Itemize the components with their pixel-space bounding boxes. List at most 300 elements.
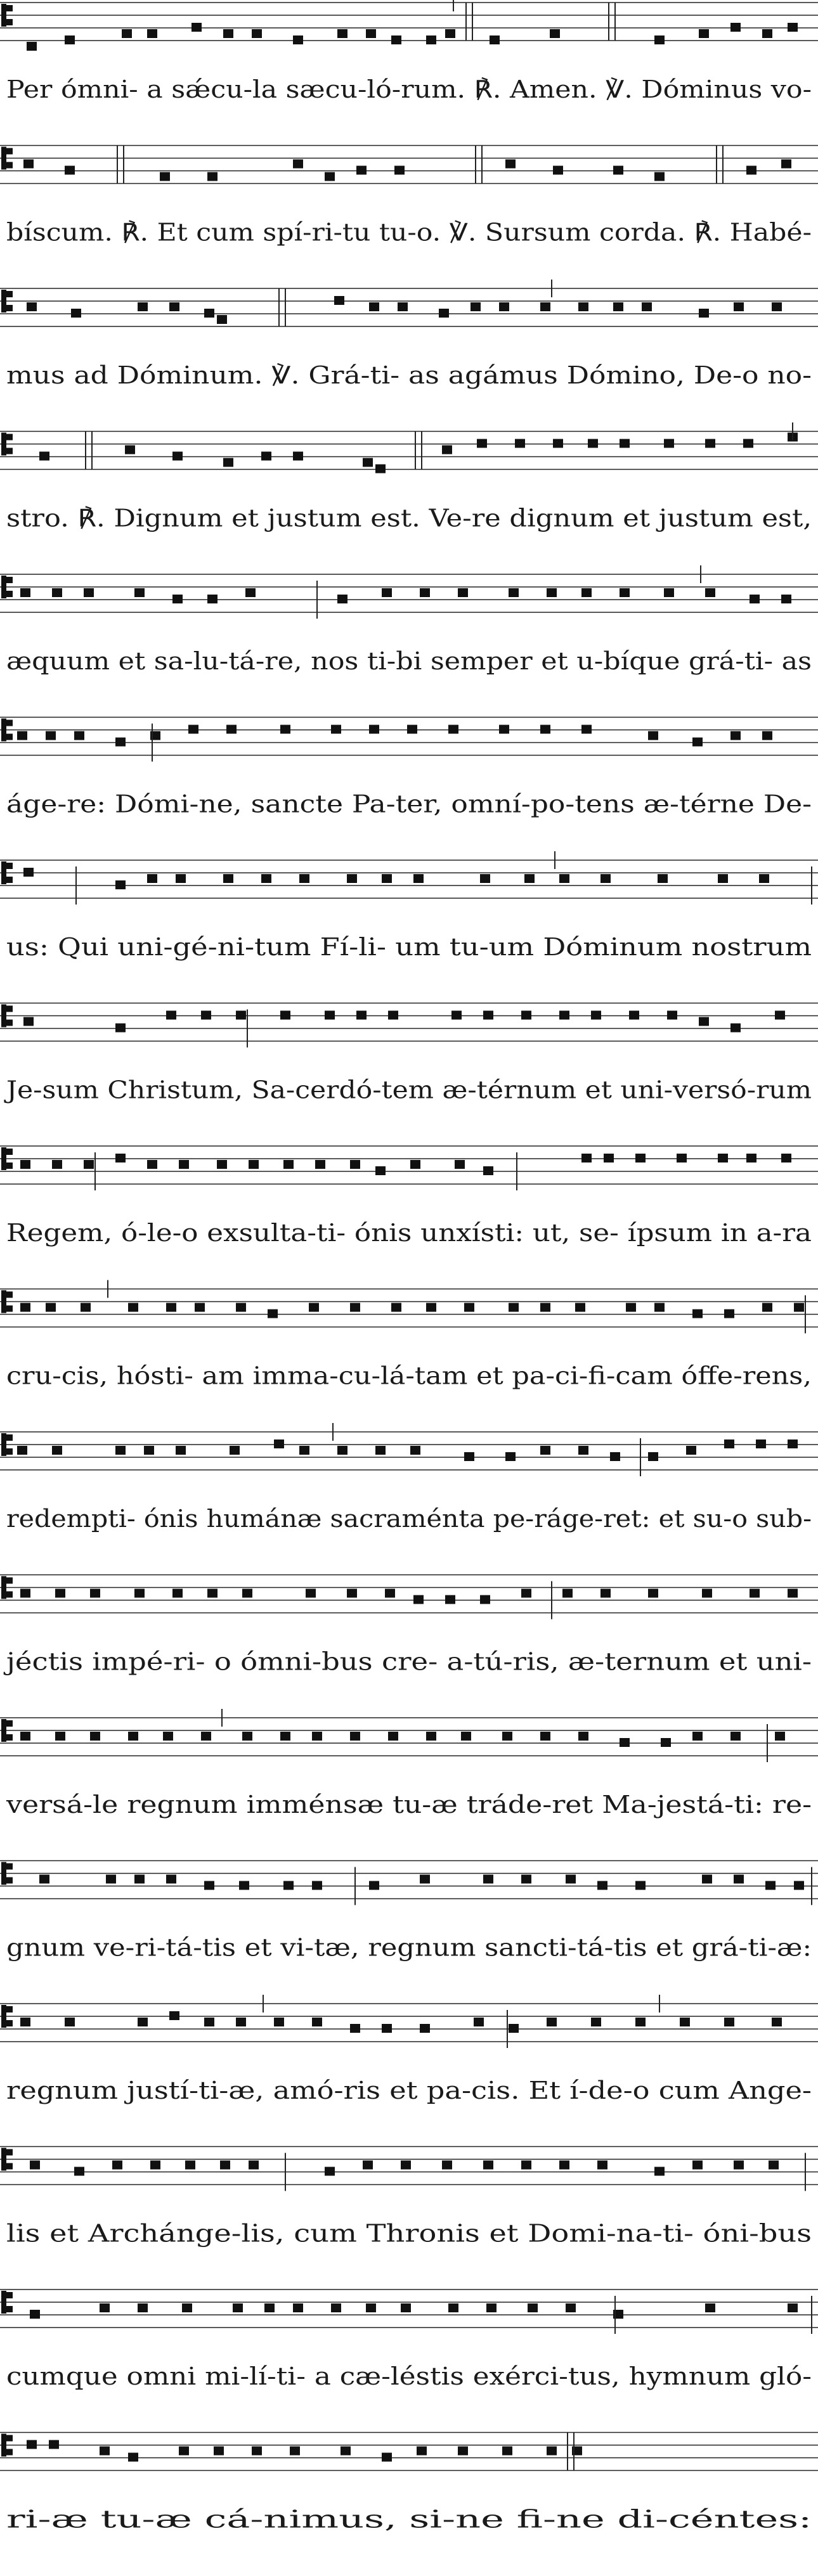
neume [756, 1439, 766, 1448]
chant-system [0, 2147, 818, 2248]
neume [664, 588, 674, 597]
neume [182, 2303, 192, 2312]
neume [750, 1589, 760, 1598]
lyric-line: æquum et sa-lu-tá-re, nos ti-bi semper et u-bíque grá-ti- as [6, 647, 812, 675]
lyric-line: cumque omni mi-lí-ti- a cæ-léstis exérci-tus, hymnum gló- [6, 2362, 812, 2390]
chant-system [0, 1575, 818, 1676]
neume [369, 1881, 379, 1890]
neume [363, 2161, 373, 2170]
neume [134, 588, 145, 597]
neume [547, 2018, 557, 2026]
neume [312, 1881, 322, 1890]
lyric-line: stro. ℟. Dignum et justum est. Ve-re dignum et justum est, [6, 504, 812, 532]
neume [350, 1160, 360, 1169]
neume [30, 2161, 40, 2170]
neume [426, 1303, 436, 1312]
chant-system [0, 565, 818, 675]
neume [55, 1589, 65, 1598]
neume [788, 23, 798, 32]
neume [388, 1011, 398, 1020]
neume [559, 874, 569, 883]
neume [788, 1439, 798, 1448]
neume [483, 2161, 493, 2170]
neume [730, 23, 741, 32]
neume [90, 1589, 100, 1598]
neume [553, 439, 563, 448]
neume [169, 302, 179, 311]
neume [264, 2303, 275, 2312]
neume [439, 309, 449, 318]
neume [502, 2447, 512, 2456]
neume [750, 595, 760, 603]
neume [426, 1732, 436, 1741]
neume [290, 2447, 300, 2456]
neume [188, 725, 198, 734]
neume [223, 29, 233, 38]
neume [664, 439, 674, 448]
neume [122, 29, 132, 38]
neume [442, 2161, 452, 2170]
neume [128, 2453, 138, 2462]
neume [347, 1589, 357, 1598]
neume [591, 2018, 601, 2026]
neume [762, 731, 772, 740]
neume [521, 1589, 531, 1598]
chant-system [0, 146, 818, 247]
neume [471, 302, 481, 311]
neume [680, 2018, 690, 2026]
neume [334, 296, 344, 305]
neume [204, 2018, 214, 2026]
neume [398, 302, 408, 311]
neume [581, 725, 592, 734]
neume [306, 1589, 316, 1598]
neume [147, 1160, 157, 1169]
lyric-line: Je-sum Christum, Sa-cerdó-tem æ-térnum et uni-versó-rum [3, 1076, 812, 1104]
neume [692, 738, 703, 747]
neume [490, 35, 500, 44]
neume [734, 1875, 744, 1884]
neume [115, 1154, 126, 1162]
neume [49, 2440, 59, 2449]
neume [540, 725, 550, 734]
neume [391, 35, 401, 44]
neume [242, 1589, 252, 1598]
neume [280, 725, 290, 734]
neume [147, 29, 157, 38]
neume [261, 452, 271, 461]
neume [274, 2018, 284, 2026]
neume [499, 302, 509, 311]
neume [407, 725, 417, 734]
neume [781, 595, 791, 603]
neume [147, 874, 157, 883]
lyric-line: Regem, ó-le-o exsulta-ti- ónis unxísti: ut, se- ípsum in a-ra [6, 1219, 812, 1247]
neume [128, 1732, 138, 1741]
neume [705, 2303, 715, 2312]
neume [46, 731, 56, 740]
neume [413, 874, 424, 883]
neume [620, 1738, 630, 1747]
neume [724, 1439, 734, 1448]
neume [172, 452, 183, 461]
neume [581, 588, 592, 597]
chant-system [0, 1146, 818, 1247]
lyric-line: gnum ve-ri-tá-tis et vi-tæ, regnum sancti-tá-tis et grá-ti-æ: [6, 1933, 812, 1962]
neume [309, 1303, 319, 1312]
neume [84, 1160, 94, 1169]
neume [448, 725, 458, 734]
neume [692, 1310, 703, 1318]
chant-system [0, 718, 818, 818]
neume [499, 725, 509, 734]
neume [604, 1154, 614, 1162]
chant-system [0, 1280, 818, 1390]
neume [245, 588, 256, 597]
neume [410, 1446, 420, 1455]
neume [52, 1446, 62, 1455]
neume [730, 1024, 741, 1033]
neume [601, 874, 611, 883]
neume [20, 2018, 30, 2026]
neume [686, 1446, 696, 1455]
neume [230, 1446, 240, 1455]
neume [788, 1589, 798, 1598]
neume [150, 2161, 160, 2170]
neume [337, 1446, 347, 1455]
neume [613, 166, 623, 175]
neume [163, 1732, 173, 1741]
neume [667, 1011, 677, 1020]
neume [20, 1160, 30, 1169]
neume [464, 1303, 474, 1312]
neume [528, 2303, 538, 2312]
neume [540, 302, 550, 311]
neume [112, 2161, 122, 2170]
neume [420, 588, 430, 597]
neume [375, 1166, 386, 1175]
neume [620, 439, 630, 448]
lyric-line: bíscum. ℟. Et cum spí-ri-tu tu-o. ℣. Sursum corda. ℟. Habé- [6, 218, 812, 247]
neume [220, 2161, 230, 2170]
neume [17, 731, 27, 740]
lyric-line: lis et Archánge-lis, cum Thronis et Domi-na-ti- óni-bus [6, 2219, 812, 2248]
neume [762, 1303, 772, 1312]
neume [705, 439, 715, 448]
neume [274, 1439, 284, 1448]
neume [55, 1732, 65, 1741]
neume [23, 1017, 34, 1026]
neume [366, 2303, 376, 2312]
neume [134, 1589, 145, 1598]
chant-system [0, 851, 818, 961]
neume [759, 874, 769, 883]
neume [331, 2303, 341, 2312]
neume [20, 1732, 30, 1741]
lyric-line: mus ad Dóminum. ℣. Grá-ti- as agámus Dómino, De-o no- [6, 361, 812, 389]
neume [601, 1589, 611, 1598]
lyric-line: áge-re: Dómi-ne, sancte Pa-ter, omní-po-tens æ-térne De- [6, 790, 812, 818]
neume [578, 302, 588, 311]
chant-system [0, 1995, 818, 2104]
neume [249, 1160, 259, 1169]
neume [613, 302, 623, 311]
neume [661, 1738, 671, 1747]
lyric-line: jéctis impé-ri- o ómni-bus cre- a-tú-ris, æ-ternum et uni- [3, 1647, 812, 1676]
neume [730, 1732, 741, 1741]
neume [458, 588, 468, 597]
neume [550, 29, 560, 38]
neume [417, 2447, 427, 2456]
neume [505, 1452, 516, 1461]
neume [115, 738, 126, 747]
neume [312, 1732, 322, 1741]
neume [268, 1310, 278, 1318]
neume [654, 1303, 665, 1312]
neume [172, 595, 183, 603]
neume [699, 309, 709, 318]
neume [115, 1446, 126, 1455]
neume [762, 29, 772, 38]
neume [138, 2303, 148, 2312]
neume [654, 2167, 665, 2176]
neume [242, 1732, 252, 1741]
chant-system [0, 423, 818, 532]
neume [233, 2303, 243, 2312]
neume [382, 2453, 392, 2462]
neume [65, 2018, 75, 2026]
neume [172, 1589, 183, 1598]
chant-system [0, 1709, 818, 1819]
neume [677, 1154, 687, 1162]
lyric-line: us: Qui uni-gé-ni-tum Fí-li- um tu-um Dóminum nostrum [6, 933, 812, 961]
neume [214, 2447, 224, 2456]
neume [445, 1595, 455, 1604]
neume [39, 452, 49, 461]
neume [65, 35, 75, 44]
neume [369, 302, 379, 311]
neume [486, 2303, 497, 2312]
neume [746, 1154, 756, 1162]
neume [52, 588, 62, 597]
neume [699, 29, 709, 38]
neume [385, 1589, 395, 1598]
neume [192, 23, 202, 32]
neume [65, 166, 75, 175]
neume [724, 2018, 734, 2026]
chant-system [0, 0, 818, 103]
neume [325, 1011, 335, 1020]
neume [734, 2161, 744, 2170]
neume [591, 1011, 601, 1020]
neume [337, 595, 347, 603]
neume [505, 160, 516, 169]
neume [509, 1303, 519, 1312]
neume [176, 874, 186, 883]
neume [775, 1732, 785, 1741]
neume [581, 1154, 592, 1162]
neume [597, 2161, 607, 2170]
neume [445, 29, 455, 38]
neume [559, 2161, 569, 2170]
neume [138, 302, 148, 311]
neume [236, 2018, 246, 2026]
neume [483, 1011, 493, 1020]
neume [724, 1310, 734, 1318]
chant-system [0, 280, 818, 389]
neume [734, 302, 744, 311]
neume [179, 2447, 189, 2456]
neume [524, 874, 535, 883]
neume [115, 880, 126, 889]
neume [337, 29, 347, 38]
neume [588, 439, 598, 448]
neume [413, 1595, 424, 1604]
neume [356, 166, 367, 175]
neume [730, 731, 741, 740]
neume [788, 2303, 798, 2312]
neume [293, 160, 303, 169]
chant-system [0, 2289, 818, 2390]
neume [46, 1303, 56, 1312]
neume [654, 172, 665, 181]
neume [566, 2303, 576, 2312]
neume [575, 1303, 585, 1312]
neume [597, 1881, 607, 1890]
neume [442, 446, 452, 454]
neume [201, 1732, 211, 1741]
neume [207, 172, 217, 181]
neume [100, 2303, 110, 2312]
neume [369, 725, 379, 734]
neume [455, 1160, 465, 1169]
neume [204, 1881, 214, 1890]
neume [239, 1881, 249, 1890]
neume [692, 2161, 703, 2170]
neume [521, 1875, 531, 1884]
neume [648, 731, 658, 740]
neume [375, 465, 386, 473]
neume [547, 2447, 557, 2456]
neume [252, 29, 262, 38]
neume [746, 166, 756, 175]
neume [420, 2024, 430, 2033]
neume [610, 1452, 620, 1461]
neume [325, 172, 335, 181]
neume [52, 1160, 62, 1169]
neume [382, 588, 392, 597]
neume [106, 1875, 116, 1884]
neume [90, 1732, 100, 1741]
neume [658, 874, 668, 883]
lyric-line: regnum justí-ti-æ, amó-ris et pa-cis. Et í-de-o cum Ange- [6, 2077, 812, 2104]
neume [223, 874, 233, 883]
neume [388, 1732, 398, 1741]
neume [648, 1452, 658, 1461]
neume [166, 1303, 176, 1312]
neume [325, 2167, 335, 2176]
neume [27, 302, 37, 311]
neume [27, 42, 37, 51]
neume [547, 588, 557, 597]
neume [293, 2303, 303, 2312]
chant-system [0, 1423, 818, 1533]
chant-system [0, 2433, 818, 2534]
neume [620, 588, 630, 597]
neume [204, 309, 214, 318]
neume [179, 1160, 189, 1169]
neume [293, 452, 303, 461]
neume [366, 29, 376, 38]
neume [166, 1011, 176, 1020]
neume [185, 2161, 195, 2170]
neume [252, 2447, 262, 2456]
neume [461, 1732, 471, 1741]
neume [128, 1303, 138, 1312]
neume [718, 1154, 728, 1162]
neume [382, 874, 392, 883]
neume [20, 1589, 30, 1598]
neume [474, 2018, 484, 2026]
neume [125, 446, 135, 454]
neume [20, 588, 30, 597]
neume [17, 1446, 27, 1455]
lyric-line: Per ómni- a sǽcu-la sæcu-ló-rum. ℟. Amen. ℣. Dóminus vo- [6, 75, 812, 103]
neume [30, 2310, 40, 2319]
neume [401, 2303, 411, 2312]
neume [626, 1303, 636, 1312]
neume [115, 1024, 126, 1033]
neume [217, 1160, 227, 1169]
neume [134, 1875, 145, 1884]
neume [566, 1875, 576, 1884]
neume [702, 1875, 712, 1884]
lyric-line: redempti- ónis humánæ sacraménta pe-ráge-ret: et su-o sub- [6, 1505, 812, 1533]
neume [483, 1166, 493, 1175]
neume [382, 2024, 392, 2033]
neume [521, 2161, 531, 2170]
neume [74, 731, 84, 740]
neume [480, 1595, 490, 1604]
neume [629, 1011, 639, 1020]
neume [515, 439, 525, 448]
neume [458, 2447, 468, 2456]
neume [236, 1303, 246, 1312]
neume [350, 2024, 360, 2033]
neume [356, 1011, 367, 1020]
lyric-line: versá-le regnum imménsæ tu-æ tráde-ret Ma-jestá-ti: re- [5, 1791, 812, 1819]
neume [100, 2447, 110, 2456]
neume [642, 302, 652, 311]
neume [375, 1446, 386, 1455]
neume [280, 1011, 290, 1020]
neume [223, 458, 233, 467]
neume [769, 2161, 779, 2170]
neume [401, 2161, 411, 2170]
neume [341, 2447, 351, 2456]
neume [312, 2018, 322, 2026]
neume [705, 588, 715, 597]
neume [562, 1589, 573, 1598]
neume [81, 1303, 91, 1312]
neume [654, 35, 665, 44]
neume [772, 302, 782, 311]
lyric-line: ri-æ tu-æ cá-nimus, si-ne fi-ne di-céntes: [6, 2505, 812, 2534]
neume [521, 1011, 531, 1020]
neume [207, 595, 217, 603]
chant-system [0, 1003, 818, 1104]
neume [540, 1446, 550, 1455]
